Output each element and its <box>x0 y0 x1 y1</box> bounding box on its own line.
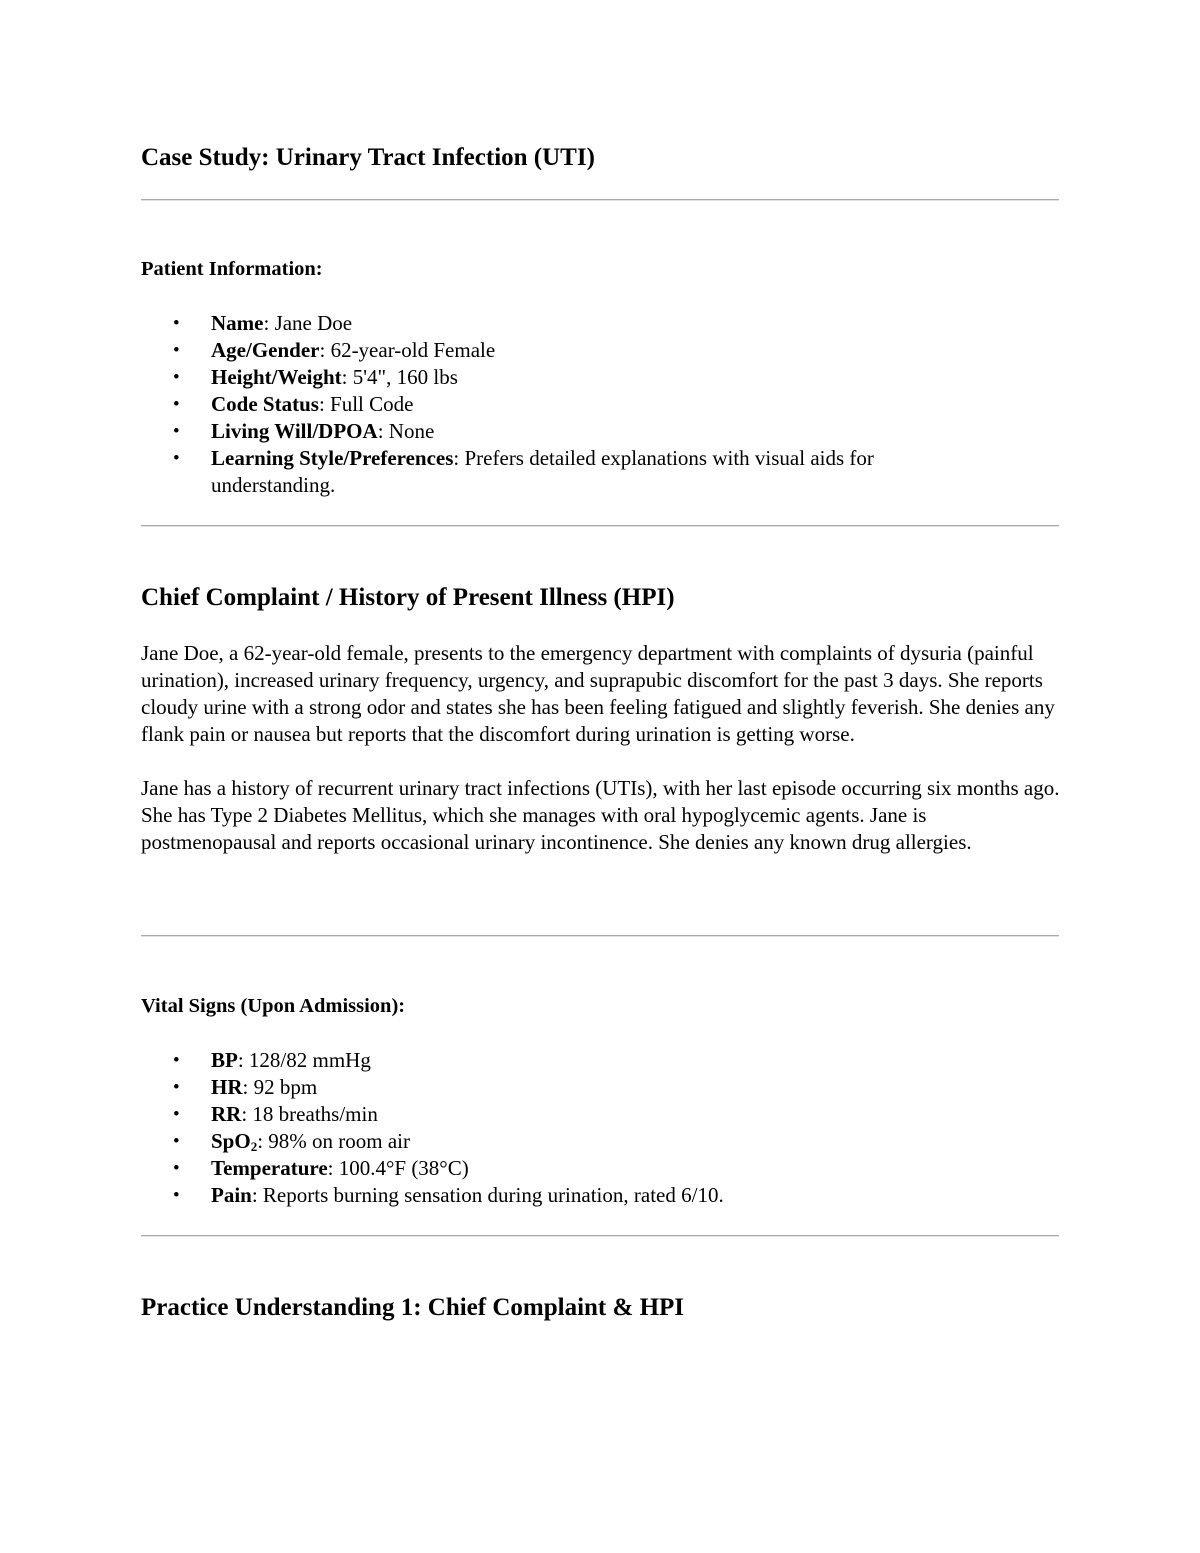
item-label: Temperature <box>211 1156 328 1180</box>
document-title: Case Study: Urinary Tract Infection (UTI) <box>141 144 595 171</box>
item-value: : 98% on room air <box>257 1129 411 1153</box>
bullet-icon: • <box>173 1050 180 1071</box>
list-item <box>141 445 1001 499</box>
hpi-heading: Chief Complaint / History of Present Illness (HPI) <box>141 584 675 611</box>
bullet-icon: • <box>173 421 180 442</box>
bullet-icon: • <box>173 313 180 334</box>
item-label: Height/Weight <box>211 365 342 389</box>
item-label: HR <box>211 1075 243 1099</box>
item-value: : Jane Doe <box>263 311 353 335</box>
bullet-icon: • <box>173 367 180 388</box>
bullet-icon: • <box>173 1158 180 1179</box>
list-item <box>141 1182 1001 1209</box>
patient-info-heading: Patient Information: <box>141 258 323 280</box>
item-value: : 5'4", 160 lbs <box>341 365 458 389</box>
list-item <box>141 391 1001 418</box>
hpi-body <box>141 640 1061 856</box>
item-label: Living Will/DPOA <box>211 419 378 443</box>
bullet-icon: • <box>173 394 180 415</box>
item-label: RR <box>211 1102 242 1126</box>
item-label: Learning Style/Preferences <box>211 446 454 470</box>
item-label: BP <box>211 1048 238 1072</box>
item-value: : Full Code <box>318 392 414 416</box>
list-item <box>141 1101 1001 1128</box>
divider <box>141 525 1059 527</box>
divider <box>141 935 1059 937</box>
divider <box>141 1235 1059 1237</box>
item-value: : 128/82 mmHg <box>237 1048 371 1072</box>
vitals-list <box>141 1047 1001 1209</box>
list-item <box>141 1155 1001 1182</box>
bullet-icon: • <box>173 1104 180 1125</box>
item-label-subscript: 2 <box>250 1139 258 1154</box>
item-value: : Reports burning sensation during urination, rated 6/10. <box>251 1183 724 1207</box>
item-label-main: SpO <box>211 1129 251 1153</box>
divider <box>141 199 1059 201</box>
list-item <box>141 337 1001 364</box>
hpi-paragraph-1: Jane Doe, a 62-year-old female, presents to the emergency department with complaints of dysuria (painful urination), increased urinary frequency, urgency, and suprapubic discomfort for the past 3 days. She reports cloudy urine with a strong odor and states she has been feeling fatigued and slightly feverish. She denies any flank pain or nausea but reports that the discomfort during urination is getting worse. <box>141 641 1055 746</box>
bullet-icon: • <box>173 1131 180 1152</box>
list-item <box>141 1074 1001 1101</box>
item-value: : 62-year-old Female <box>319 338 496 362</box>
list-item <box>141 364 1001 391</box>
bullet-icon: • <box>173 1077 180 1098</box>
list-item <box>141 418 1001 445</box>
hpi-paragraph-2: Jane has a history of recurrent urinary tract infections (UTIs), with her last episode occurring six months ago. She has Type 2 Diabetes Mellitus, which she manages with oral hypoglycemic agents. Jane is postmenopausal and reports occasional urinary incontinence. She denies any known drug allergies. <box>141 776 1060 854</box>
patient-info-list <box>141 310 1001 499</box>
item-label: Age/Gender <box>211 338 320 362</box>
practice-heading: Practice Understanding 1: Chief Complaint & HPI <box>141 1294 685 1321</box>
list-item <box>141 1047 1001 1074</box>
item-label: Code Status <box>211 392 319 416</box>
bullet-icon: • <box>173 340 180 361</box>
item-label: Name <box>211 311 264 335</box>
item-value: : 100.4°F (38°C) <box>327 1156 469 1180</box>
list-item <box>141 310 1001 337</box>
item-value: : 92 bpm <box>242 1075 318 1099</box>
item-label: Pain <box>211 1183 252 1207</box>
item-value: : None <box>377 419 435 443</box>
list-item <box>141 1128 1001 1155</box>
item-value: : 18 breaths/min <box>241 1102 378 1126</box>
vitals-heading: Vital Signs (Upon Admission): <box>141 995 406 1017</box>
item-value: : Prefers detailed explanations with visual aids for understanding. <box>211 446 874 497</box>
bullet-icon: • <box>173 1185 180 1206</box>
bullet-icon: • <box>173 448 180 469</box>
item-label <box>211 1129 257 1153</box>
